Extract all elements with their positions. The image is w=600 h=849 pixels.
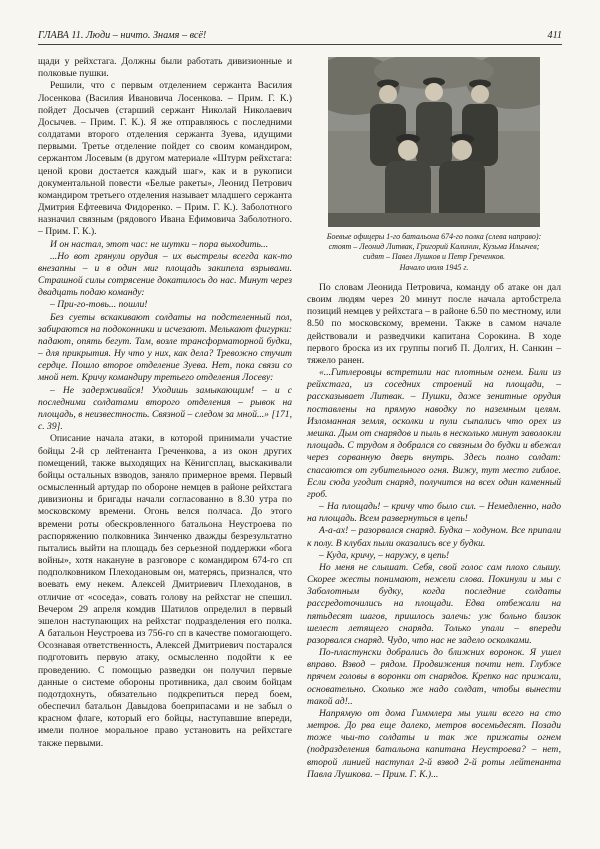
page-number: 411	[547, 30, 562, 41]
paragraph: Решили, что с первым отделением сержанта Василия Лосенкова (Василия Ивановича Лосенкова. – Прим. Г. К.) пойдет Досычев (старший сержант Николай Николаевич Досычев. – Прим. Г. К.). Я же отправляюсь с последними солдатами второго отделения сержанта Зуева, идущими первыми. Третье отделение пойдет со своим командиром, сержантом Лосевым (в другом материале «Штурм рейхстага: ценой крови достается каждый шаг», как и в рукописи документальной повести «Белые ракеты», Леонид Петрович командиром третьего отделения называет младшего сержанта Дмитрия Ефтеевича Фидоренко. – Прим. Г. К.). Заболотного назначил связным (рядового Ивана Ефимовича Заболотного. – Прим. Г. К.).	[38, 80, 292, 238]
photo-caption-line: сидят – Павел Лушков и Петр Греченков.	[362, 252, 506, 262]
paragraph: По-пластунски добрались до ближних воронок. Я ушел вправо. Взвод – рядом. Продвижения почти нет. Глубже прячем головы в воронки от снарядов. Крепко нас прижали, основательно. Сколько же надо солдат, чтобы вынести такой ад!..	[307, 647, 561, 707]
dialogue-line: – На площадь! – кричу что было сил. – Немедленно, надо на площадь. Всем развернуться в цепь!	[307, 501, 561, 525]
photo-soldiers	[328, 57, 540, 227]
paragraph: А-а-ах! – разорвался снаряд. Будка – ходуном. Все припали к полу. В клубах пыли оказались все у будки.	[307, 525, 561, 549]
photo-caption	[307, 232, 561, 273]
paragraph: По словам Леонида Петровича, команду об атаке он дал своим людям через 20 минут после начала артобстрела позиций немцев у рейхстага – в районе 6.50 по местному, или 8.50 по московскому, времени. Также в самом начале действовали и разведчики капитана Сорокина. В ходе первого броска из их группы погиб П. Долгих, Н. Санкин – тяжело ранен.	[307, 281, 561, 366]
left-column	[38, 56, 292, 781]
paragraph: Без суеты вскакивают солдаты на подстеленный пол, забираются на подоконники и исчезают. Мелькают фигурки: падают, опять бегут. Там, возле трансформаторной будки, – для прикрытия. Ну что у них, как дела? Тревожно стучит сердце. Пошло второе отделение Зуева. Нет, пока связи со мной нет. Кричу командиру третьего отделения Лосеву:	[38, 311, 292, 384]
paragraph: щади у рейхстага. Должны были работать дивизионные и полковые пушки.	[38, 56, 292, 80]
paragraph: И он настал, этот час: не шутки – пора выходить...	[50, 238, 269, 250]
photo-caption-line: Начало июля 1945 г.	[399, 262, 469, 272]
chapter-header: ГЛАВА 11. Люди – ничто. Знамя – всё!	[38, 30, 207, 41]
paragraph: ...Но вот грянули орудия – их выстрелы всегда как-то внезапны – и в один миг площадь закипела взрывами. Страшной силы сотрясение докатилось до нас. Минут через двадцать подаю команду:	[38, 250, 292, 299]
dialogue-line: – При-го-товь... пошли!	[50, 299, 148, 311]
photo-soldiers-illustration	[328, 57, 540, 227]
right-column	[307, 56, 561, 781]
paragraph: Напрямую от дома Гиммлера мы ушли всего на сто метров. До рва еще далеко, метров восемьдесят. Позади тоже чьи-то солдаты и так же прижаты огнем (подразделения батальона капитана Неустроева? – нет, второй линией наступал 2-й взвод 2-й роты лейтенанта Павла Лушкова. – Прим. Г. К.)...	[307, 707, 561, 780]
photo-caption-line: стоят – Леонид Литвак, Григорий Калинин, Кузьма Ильичев;	[328, 242, 540, 252]
dialogue-line: – Не задерживайся! Уходишь замыкающим! – и с последними солдатами второго отделения – рывок на площадь, в неизвестность. Связной – следом за мной...» [171, с. 39].	[38, 384, 292, 433]
header-rule	[38, 44, 562, 45]
paragraph: Но меня не слышат. Себя, свой голос сам плохо слышу. Скорее жесты понимают, нежели слова. Покинули и мы с Заболотным будку, когда последние солдаты рассредоточились на площади. Едва отбежали на пятьдесят шагов, пришлось залечь: уж больно близок шелест летящего снаряда. Только упали – впереди разорвался снаряд. Чудо, что нас не задело осколками.	[307, 561, 561, 646]
photo-figure	[307, 57, 561, 273]
photo-caption-line: Боевые офицеры 1-го батальона 674-го полка (слева направо):	[326, 232, 542, 241]
dialogue-line: – Куда, кричу, – наружу, в цепь!	[319, 549, 450, 561]
paragraph: «...Гитлеровцы встретили нас плотным огнем. Били из рейхстага, из соседних строений на площади, – рассказывает Литвак. – Пушки, даже зенитные орудия поставлены на прямую наводку по наземным целям. Изломанная земля, осколки и пули сыпались что орех из мешка. Дым от снарядов и пыль в несколько минут заволокли площадь. С трудом я добрался со связным до будки и вбежал через сорванную дверь внутрь. Здесь полно солдат: спасаются от губительного огня. Вижу, тут место гиблое. Если сюда угодит снаряд, получится на всех один каменный гроб.	[307, 367, 561, 500]
paragraph: Описание начала атаки, в которой принимали участие бойцы 2-й ср лейтенанта Греченкова, а из окон других помещений, также выходящих на Кёнигсплац, выскакивали бойцы остальных взводов, заняло примерное время. Первый осмысленный артудар по обороне немцев в районе рейхстага дивизионы и бригады начали согласованно в 8.30 утра по московскому времени. Огонь велся полчаса. До этого времени роты обескровленного батальона Неустроева по распоряжению полковника Зинченко дважды безрезультатно пытались выйти на площадь без серьезной поддержки «бога войны», хотя накануне в разговоре с командиром 674-го сп подполковником Плеходановым он, матерясь, признался, что воевать ему некем. Алексей Дмитриевич Плеходанов, в отличие от «соседа», совать голову на рейхстаг не спешил. Вечером 29 апреля комдив Шатилов определил в первый эшелон наступающих на рейхстаг подразделения его полка. А батальон Неустроева из 756-го сп в качестве помогающего. Осознавая ответственность, Алексей Дмитриевич постарался подготовить первую атаку, осмысленно подойти к ее проведению. С помощью разведки он получил первые данные о системе обороны противника, дал своим бойцам подотдохнуть, обязательно подкрепиться перед боем, обеспечил батальон Давыдова боеприпасами и не забыл о красном флаге, который его бойцы, наступавшие впереди, имели полное моральное право установить на рейхстаге также первыми.	[38, 433, 292, 749]
text-columns	[38, 56, 562, 781]
running-head	[38, 30, 562, 44]
